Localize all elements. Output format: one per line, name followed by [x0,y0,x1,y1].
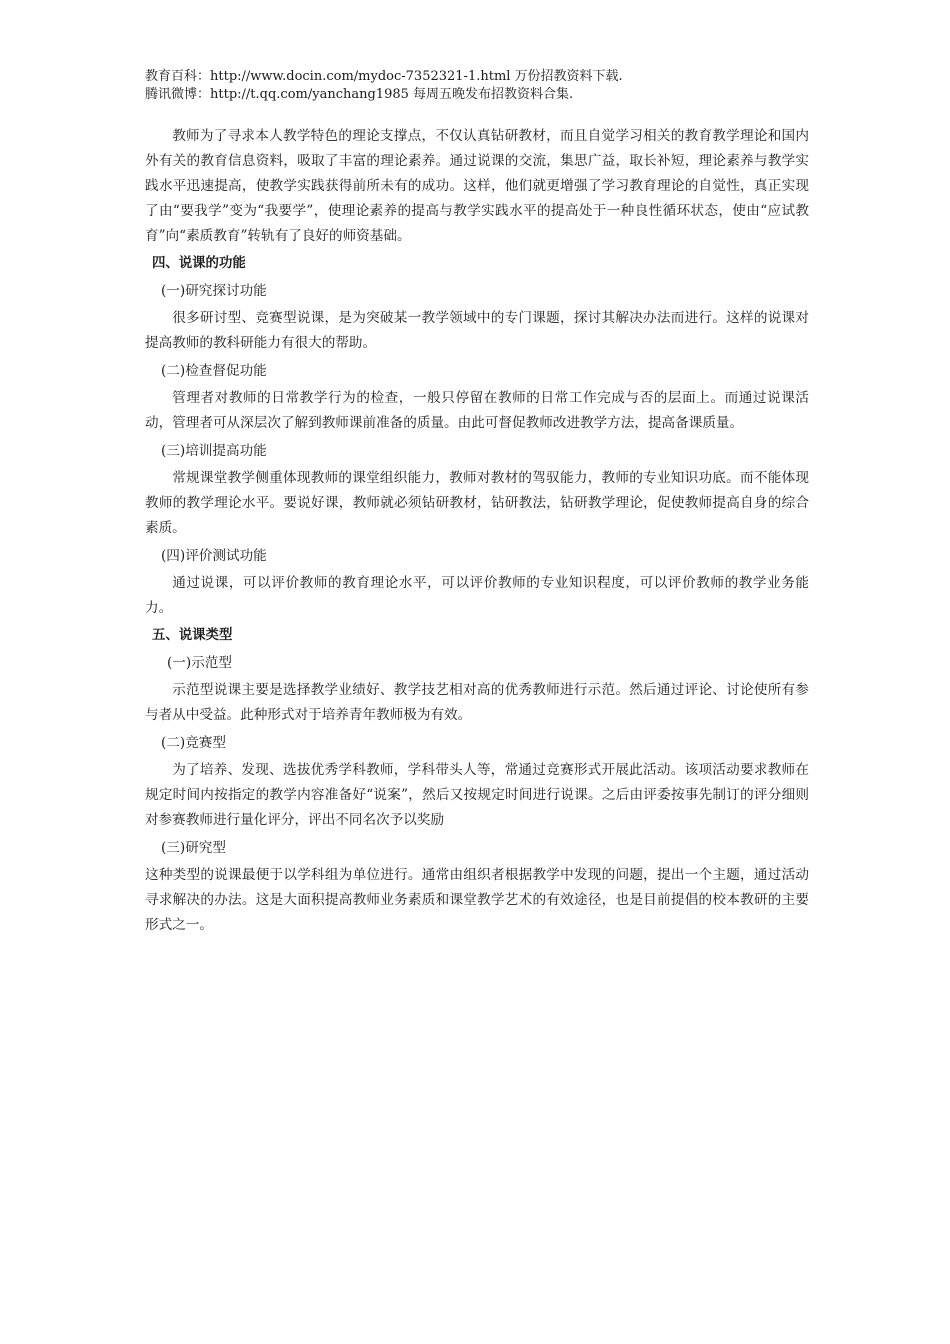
section-5-item-3-heading: (三)研究型 [161,840,226,856]
intro-paragraph: 教师为了寻求本人教学特色的理论支撑点，不仅认真钻研教材，而且自觉学习相关的教育教学理论和国内外有关的教育信息资料，吸取了丰富的理论素养。通过说课的交流，集思广益，取长补短，理论素养与教学实践水平迅速提高，使教学实践获得前所未有的成功。这样，他们就更增强了学习教育理论的自觉性，真正实现了由“要我学”变为“我要学”，使理论素养的提高与教学实践水平的提高处于一种良性循环状态，使由“应试教育”向“素质教育”转轨有了良好的师资基础。 [145,128,809,244]
header-line-docin: 教育百科：http://www.docin.com/mydoc-7352321-1.html 万份招教资料下载. [145,69,623,84]
document-body [145,124,809,938]
section-4-item-4-text: 通过说课，可以评价教师的教育理论水平，可以评价教师的专业知识程度，可以评价教师的教学业务能力。 [145,575,809,616]
section-4-item-2-heading: (二)检查督促功能 [161,363,267,379]
section-4-item-1-text: 很多研讨型、竞赛型说课，是为突破某一教学领域中的专门课题，探讨其解决办法而进行。这样的说课对提高教师的教科研能力有很大的帮助。 [145,310,809,351]
section-5-item-3-text: 这种类型的说课最便于以学科组为单位进行。通常由组织者根据教学中发现的问题，提出一个主题，通过活动寻求解决的办法。这是大面积提高教师业务素质和课堂教学艺术的有效途径，也是目前提倡的校本教研的主要形式之一。 [145,867,809,933]
section-5-item-1-text: 示范型说课主要是选择教学业绩好、教学技艺相对高的优秀教师进行示范。然后通过评论、讨论使所有参与者从中受益。此种形式对于培养青年教师极为有效。 [145,682,809,723]
section-4-item-2-text: 管理者对教师的日常教学行为的检查，一般只停留在教师的日常工作完成与否的层面上。而通过说课活动，管理者可从深层次了解到教师课前准备的质量。由此可督促教师改进教学方法，提高备课质量。 [145,390,809,431]
section-4-item-1-heading: (一)研究探讨功能 [161,283,267,299]
section-4-item-4-heading: (四)评价测试功能 [161,548,267,564]
page-header [145,68,623,104]
section-5-title: 五、说课类型 [152,628,233,643]
section-5-item-2-text: 为了培养、发现、选拔优秀学科教师，学科带头人等，常通过竞赛形式开展此活动。该项活动要求教师在规定时间内按指定的教学内容准备好“说案”，然后又按规定时间进行说课。之后由评委按事先制订的评分细则对参赛教师进行量化评分，评出不同名次予以奖励 [145,762,809,828]
section-4-item-3-heading: (三)培训提高功能 [161,443,267,459]
section-5-item-2-heading: (二)竞赛型 [161,735,226,751]
section-4-title: 四、说课的功能 [152,256,246,271]
section-4-item-3-text: 常规课堂教学侧重体现教师的课堂组织能力，教师对教材的驾驭能力，教师的专业知识功底。而不能体现教师的教学理论水平。要说好课，教师就必须钻研教材，钻研教法，钻研教学理论，促使教师提高自身的综合素质。 [145,470,809,536]
section-5-item-1-heading: (一)示范型 [167,655,232,671]
header-line-weibo: 腾讯微博：http://t.qq.com/yanchang1985 每周五晚发布招教资料合集. [145,87,574,102]
